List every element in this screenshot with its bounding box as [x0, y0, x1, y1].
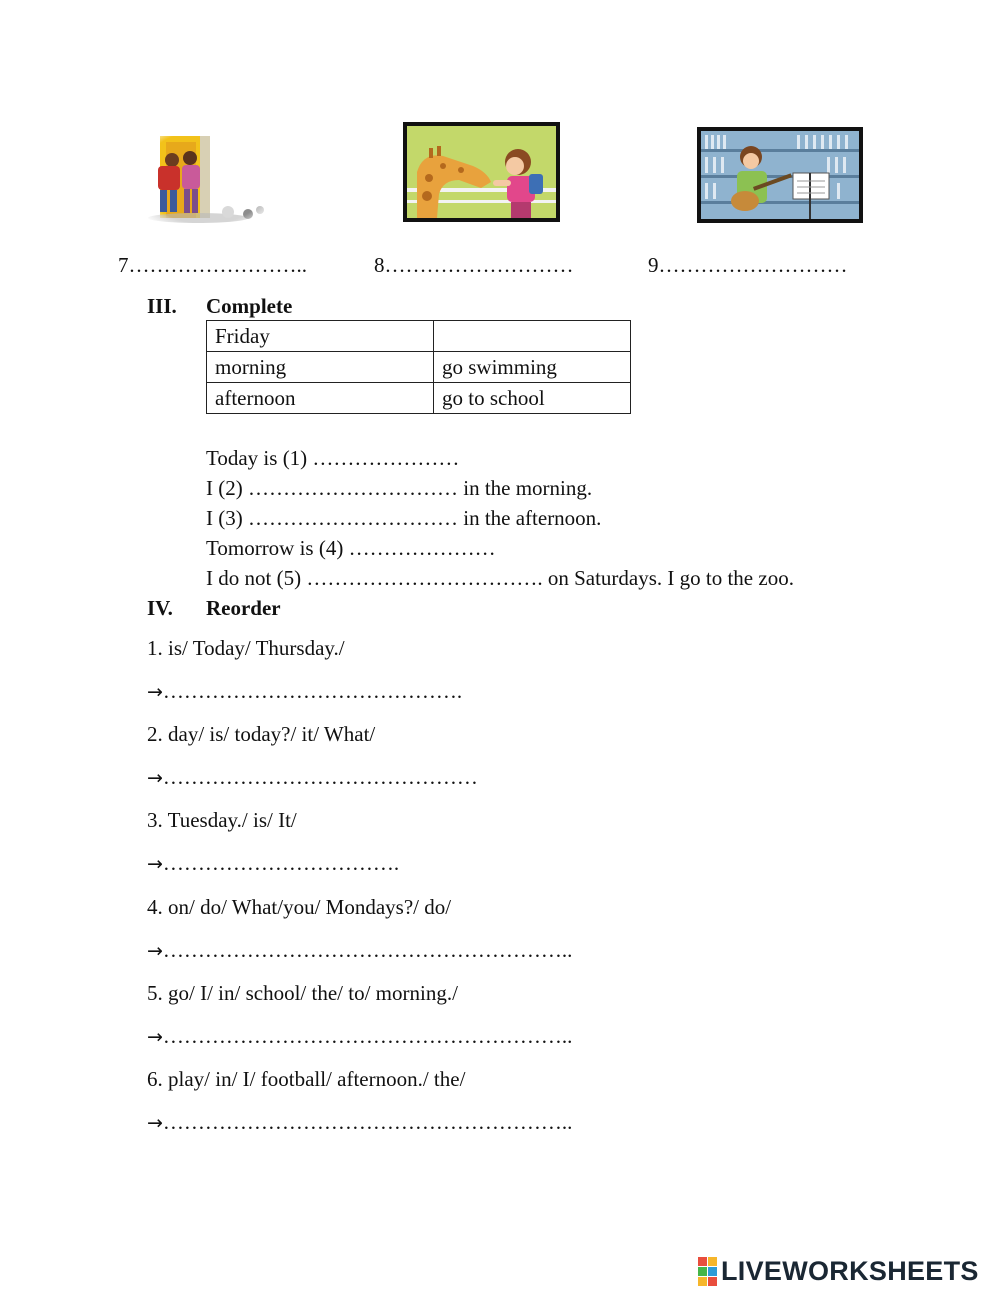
reorder-answer-row-3 — [147, 853, 399, 874]
arrow-right-icon: → — [147, 940, 163, 962]
answer-blank[interactable]: ……………………………………. — [162, 679, 463, 703]
complete-sentence-3: I (3) ………………………… in the afternoon. — [206, 506, 602, 530]
arrow-right-icon: → — [147, 853, 163, 875]
logo-cube — [698, 1257, 707, 1266]
reorder-answer-row-4 — [147, 940, 572, 961]
arrow-right-icon: → — [147, 1026, 163, 1048]
table-cell: Friday — [207, 321, 434, 352]
logo-cube — [708, 1267, 717, 1276]
schedule-table — [206, 320, 631, 414]
reorder-prompt-1: 1. is/ Today/ Thursday./ — [147, 636, 345, 660]
children-at-door-icon — [138, 128, 274, 226]
table-cell — [434, 321, 631, 352]
table-row — [207, 321, 631, 352]
logo-cube — [698, 1277, 707, 1286]
section-4-title: Reorder — [206, 596, 281, 620]
picture-children-at-door — [138, 128, 274, 226]
section-3-title: Complete — [206, 294, 293, 318]
complete-sentence-4: Tomorrow is (4) ………………… — [206, 536, 496, 560]
reorder-answer-row-1 — [147, 681, 462, 702]
complete-sentence-5: I do not (5) ……………………………. on Saturdays. I go to the zoo. — [206, 566, 794, 590]
answer-blank[interactable]: ……………………………. — [162, 851, 400, 875]
arrow-right-icon: → — [147, 681, 163, 703]
picture-label-9: 9……………………… — [648, 253, 848, 277]
section-3-numeral: III. — [147, 294, 177, 318]
reorder-prompt-5: 5. go/ I/ in/ school/ the/ to/ morning./ — [147, 981, 458, 1005]
answer-blank[interactable]: ………………………………………………….. — [162, 938, 573, 962]
answer-blank[interactable]: ………………………………………………….. — [162, 1110, 573, 1134]
picture-label-8: 8……………………… — [374, 253, 574, 277]
liveworksheets-logo[interactable] — [698, 1257, 979, 1285]
reorder-answer-row-6 — [147, 1112, 572, 1133]
logo-cube — [708, 1277, 717, 1286]
girl-feeding-giraffe-icon — [403, 122, 560, 222]
table-cell: go to school — [434, 383, 631, 414]
answer-blank[interactable]: ………………………………………………….. — [162, 1024, 573, 1048]
reorder-prompt-2: 2. day/ is/ today?/ it/ What/ — [147, 722, 376, 746]
logo-text: LIVEWORKSHEETS — [721, 1255, 979, 1286]
arrow-right-icon: → — [147, 1112, 163, 1134]
table-row — [207, 383, 631, 414]
reorder-prompt-3: 3. Tuesday./ is/ It/ — [147, 808, 297, 832]
answer-blank[interactable]: ……………………………………… — [162, 765, 478, 789]
logo-cube — [708, 1257, 717, 1266]
picture-label-7: 7…………………….. — [118, 253, 307, 277]
reorder-answer-row-2 — [147, 767, 478, 788]
logo-cube — [698, 1267, 707, 1276]
complete-sentence-2: I (2) ………………………… in the morning. — [206, 476, 593, 500]
logo-cubes-icon — [698, 1257, 717, 1286]
picture-girl-feeding-giraffe — [403, 122, 560, 222]
table-cell: afternoon — [207, 383, 434, 414]
table-cell: go swimming — [434, 352, 631, 383]
section-4-numeral: IV. — [147, 596, 173, 620]
reorder-answer-row-5 — [147, 1026, 572, 1047]
arrow-right-icon: → — [147, 767, 163, 789]
complete-sentence-1: Today is (1) ………………… — [206, 446, 460, 470]
table-row — [207, 352, 631, 383]
reorder-prompt-6: 6. play/ in/ I/ football/ afternoon./ the/ — [147, 1067, 466, 1091]
picture-boy-playing-guitar — [697, 127, 863, 223]
table-cell: morning — [207, 352, 434, 383]
boy-playing-guitar-icon — [697, 127, 863, 223]
reorder-prompt-4: 4. on/ do/ What/you/ Mondays?/ do/ — [147, 895, 452, 919]
